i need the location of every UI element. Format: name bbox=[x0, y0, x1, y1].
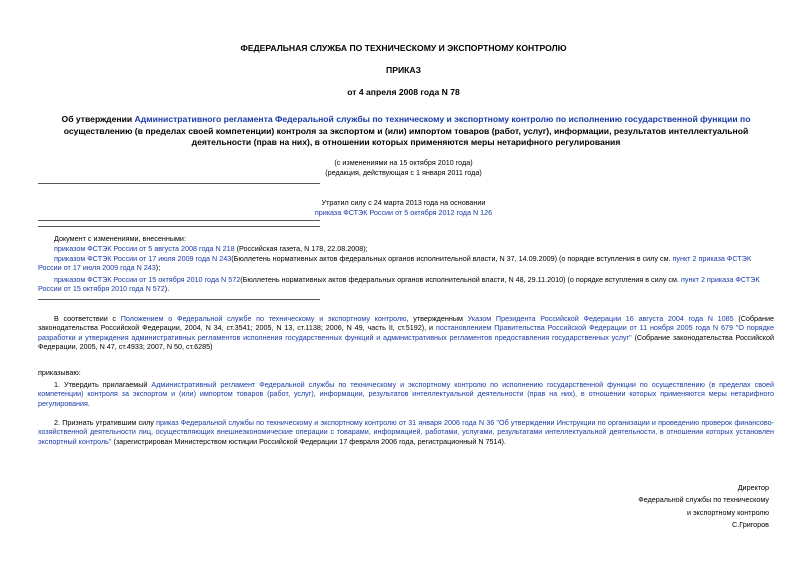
signature-block bbox=[638, 482, 769, 532]
doc-type-heading: ПРИКАЗ bbox=[386, 65, 421, 75]
statute-link[interactable]: Положением о Федеральной службе по техническому и экспортному контролю bbox=[120, 314, 407, 323]
order-text: . bbox=[87, 398, 90, 408]
regulation-link[interactable]: Административный регламент Федеральной службы по техническому и экспортному контролю по исполнению государственной функции по осуществлению (в пределах своей компетенции) контроля за экспортом и (или) импортом товаров (работ, услуг), информации, результатов интеллектуальной деятельности (прав на них), в отношении которых применяются меры нетарифного регулирования bbox=[38, 380, 774, 408]
divider bbox=[38, 220, 320, 221]
order-text: 2. Признать утратившим силу bbox=[54, 418, 157, 427]
doc-date-number: от 4 апреля 2008 года N 78 bbox=[347, 87, 460, 97]
amendment-effective-link[interactable]: пункт 2 приказа ФСТЭК России от 15 октября 2010 года N 572 bbox=[38, 275, 760, 294]
signature-org-2: и экспортному контролю bbox=[686, 507, 769, 517]
divider bbox=[38, 226, 320, 227]
amendment-text: (Бюллетень нормативных актов федеральных органов исполнительной власти, N 37, 14.09.2009) (о порядке вступления в силу см. bbox=[231, 254, 673, 263]
title-regulation-link[interactable]: Административного регламента Федеральной службы по техническому и экспортному контролю по исполнению государственной функции по bbox=[134, 114, 751, 124]
repealed-order-link[interactable]: приказ Федеральной службы по техническому и экспортному контролю от 31 января 2006 года N 36 "Об утверждении Инструкции по организации и проведению проверок финансово-хозяйственной деятельности лиц, осуществляющих внешнеэкономические операции с товарами, информацией, работами, услугами, результатами интеллектуальной деятельности, в отношении которых установлен экспортный контроль" bbox=[38, 418, 774, 446]
amendment-effective-link[interactable]: пункт 2 приказа ФСТЭК России от 17 июля 2009 года N 243 bbox=[38, 254, 752, 273]
title-rest: осуществлению (в пределах своей компетенции) контроля за экспортом и (или) импортом товаров (работ, услуг), информации, результатов интеллектуальной деятельности (прав на них), в отношении которых применяются меры нетарифного регулирования bbox=[63, 125, 749, 147]
amendment-link[interactable]: приказом ФСТЭК России от 17 июля 2009 года N 243 bbox=[54, 254, 232, 263]
preamble-text: (Собрание законодательства Российской Федерации, 2004, N 34, ст.3541; 2005, N 13, ст.1138; 2006, N 49, часть II, ст.5192), и bbox=[38, 314, 774, 333]
agency-heading: ФЕДЕРАЛЬНАЯ СЛУЖБА ПО ТЕХНИЧЕСКОМУ И ЭКСПОРТНОМУ КОНТРОЛЮ bbox=[240, 43, 567, 53]
amendments-intro: Документ с изменениями, внесенными: bbox=[54, 234, 186, 243]
amendment-tail: ). bbox=[164, 284, 170, 294]
order-text: (зарегистрирован Министерством юстиции Российской Федерации 17 февраля 2006 года, регистрационный N 7514). bbox=[111, 436, 506, 446]
preamble-paragraph bbox=[38, 314, 774, 352]
divider bbox=[38, 183, 320, 184]
order-text: 1. Утвердить прилагаемый bbox=[54, 380, 152, 389]
signature-name: С.Григоров bbox=[732, 520, 769, 530]
order-item-2 bbox=[38, 418, 774, 446]
amendment-link[interactable]: приказом ФСТЭК России от 5 августа 2008 года N 218 bbox=[54, 244, 235, 253]
signature-position: Директор bbox=[737, 483, 769, 492]
amendment-item bbox=[38, 254, 774, 273]
preamble-text: (Собрание законодательства Российской Федерации, 2005, N 47, ст.4933; 2007, N 50, ст.6285) bbox=[38, 332, 774, 352]
repeal-text: Утратил силу с 24 марта 2013 года на основании bbox=[321, 198, 486, 207]
amendment-link[interactable]: приказом ФСТЭК России от 15 октября 2010 года N 572 bbox=[54, 275, 241, 284]
presidential-decree-link[interactable]: Указом Президента Российской Федерации 16 августа 2004 года N 1085 bbox=[467, 314, 734, 323]
amendment-tail: ); bbox=[155, 263, 161, 273]
edition-effective: (редакция, действующая с 1 января 2011 года) bbox=[325, 168, 482, 177]
edition-changes: (с изменениями на 15 октября 2010 года) bbox=[334, 158, 473, 167]
preamble-text: В соответствии с bbox=[54, 314, 121, 323]
preamble-text: , утвержденным bbox=[406, 314, 468, 323]
repeal-order-link[interactable]: приказа ФСТЭК России от 5 октября 2012 года N 126 bbox=[314, 208, 493, 217]
signature-org-1: Федеральной службы по техническому bbox=[638, 495, 769, 505]
government-resolution-link[interactable]: постановлением Правительства Российской Федерации от 11 ноября 2005 года N 679 "О порядке разработки и утверждения административных регламентов исполнения государственных функций и административных регламентов предоставления государственных услуг" bbox=[38, 323, 774, 342]
amendment-text: (Бюллетень нормативных актов федеральных органов исполнительной власти, N 48, 29.11.2010) (о порядке вступления в силу см. bbox=[240, 275, 681, 284]
repeal-link-wrap bbox=[0, 208, 807, 217]
order-item-1 bbox=[38, 380, 774, 408]
document-title bbox=[42, 114, 770, 149]
order-word: приказываю: bbox=[38, 368, 81, 377]
amendment-item bbox=[54, 244, 774, 253]
divider bbox=[38, 299, 320, 300]
amendment-text: (Российская газета, N 178, 22.08.2008); bbox=[234, 244, 368, 253]
amendment-item bbox=[38, 275, 774, 294]
title-prefix: Об утверждении bbox=[61, 114, 135, 124]
